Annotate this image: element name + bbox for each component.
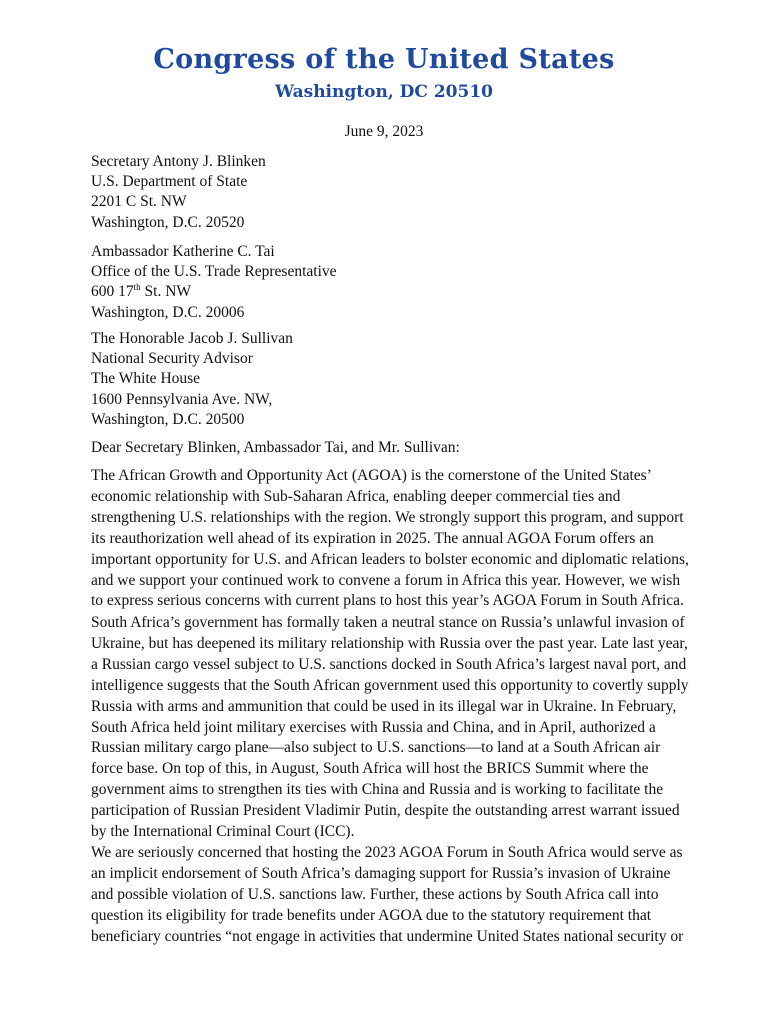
letter-date: June 9, 2023 xyxy=(344,123,424,140)
address-line: Office of the U.S. Trade Representative xyxy=(91,263,337,281)
paragraph-line: South Africa’s government has formally taken a neutral stance on Russia’s unlawful invasion of xyxy=(91,614,685,631)
paragraph-line: its reauthorization well ahead of its expiration in 2025. The annual AGOA Forum offers an xyxy=(91,529,654,547)
paragraph-line: to express serious concerns with current plans to host this year’s AGOA Forum in South Africa. xyxy=(91,592,684,610)
recipient-block-sullivan xyxy=(91,329,691,430)
paragraph-line: economic relationship with Sub-Saharan Africa, enabling deeper commercial ties and xyxy=(91,487,621,505)
recipient-block-blinken xyxy=(91,152,691,233)
address-line: National Security Advisor xyxy=(91,350,253,368)
paragraph-line: force base. On top of this, in August, South Africa will host the BRICS Summit where the xyxy=(91,760,649,778)
address-line: Washington, D.C. 20006 xyxy=(91,303,245,321)
address-line: The Honorable Jacob J. Sullivan xyxy=(91,330,293,347)
paragraph-line: Russia with arms and ammunition that could be used in its illegal war in Ukraine. In February, xyxy=(91,697,677,715)
address-line: 1600 Pennsylvania Ave. NW, xyxy=(91,390,273,408)
address-line: Washington, D.C. 20520 xyxy=(91,213,245,231)
address-line: Ambassador Katherine C. Tai xyxy=(91,243,275,260)
paragraph-line: The African Growth and Opportunity Act (AGOA) is the cornerstone of the United States’ xyxy=(91,467,652,484)
address-line: U.S. Department of State xyxy=(91,173,248,191)
paragraph-line: and possible violation of U.S. sanctions law. Further, these actions by South Africa call into xyxy=(91,885,659,903)
salutation-text: Dear Secretary Blinken, Ambassador Tai, and Mr. Sullivan: xyxy=(91,439,460,456)
paragraph-2 xyxy=(91,613,689,843)
paragraph-line: question its eligibility for trade benefits under AGOA due to the statutory requirement that xyxy=(91,906,652,924)
letterhead-subtitle: Washington, DC 20510 xyxy=(275,82,493,102)
address-line: Washington, D.C. 20500 xyxy=(91,410,245,428)
paragraph-line: Ukraine, but has deepened its military relationship with Russia over the past year. Late last year, xyxy=(91,634,688,652)
address-line xyxy=(91,282,691,302)
paragraph-line: participation of Russian President Vladimir Putin, despite the outstanding arrest warrant issued xyxy=(91,802,680,820)
letterhead-title: Congress of the United States xyxy=(153,44,615,75)
street-number: 600 17 xyxy=(91,283,134,301)
paragraph-line: Russian military cargo plane—also subject to U.S. sanctions—to land at a South African air xyxy=(91,739,661,757)
paragraph-line: by the International Criminal Court (ICC). xyxy=(91,823,355,841)
paragraph-line: an implicit endorsement of South Africa’s damaging support for Russia’s invasion of Ukraine xyxy=(91,864,671,882)
paragraph-line: intelligence suggests that the South African government used this opportunity to covertly supply xyxy=(91,676,689,694)
paragraph-line: strengthening U.S. relationships with the region. We strongly support this program, and support xyxy=(91,508,684,526)
address-line: Secretary Antony J. Blinken xyxy=(91,153,266,170)
paragraph-line: government aims to strengthen its ties with China and Russia and is working to facilitate the xyxy=(91,781,664,799)
street-name: St. NW xyxy=(140,283,192,301)
paragraph-line: South Africa held joint military exercises with Russia and China, and in April, authorized a xyxy=(91,718,656,736)
ordinal-suffix: th xyxy=(133,282,141,293)
address-line: The White House xyxy=(91,370,201,388)
paragraph-1 xyxy=(91,466,689,612)
recipient-block-tai xyxy=(91,242,691,323)
paragraph-line: and we support your continued work to convene a forum in Africa this year. However, we wish xyxy=(91,571,681,589)
paragraph-3 xyxy=(91,843,686,948)
paragraph-line: important opportunity for U.S. and African leaders to bolster economic and diplomatic relations, xyxy=(91,550,689,568)
paragraph-line: beneficiary countries “not engage in activities that undermine United States national security or xyxy=(91,927,684,945)
address-line: 2201 C St. NW xyxy=(91,193,187,211)
paragraph-line: We are seriously concerned that hosting the 2023 AGOA Forum in South Africa would serve as xyxy=(91,844,683,861)
paragraph-line: a Russian cargo vessel subject to U.S. sanctions docked in South Africa’s largest naval port, and xyxy=(91,655,687,673)
salutation xyxy=(91,438,691,458)
